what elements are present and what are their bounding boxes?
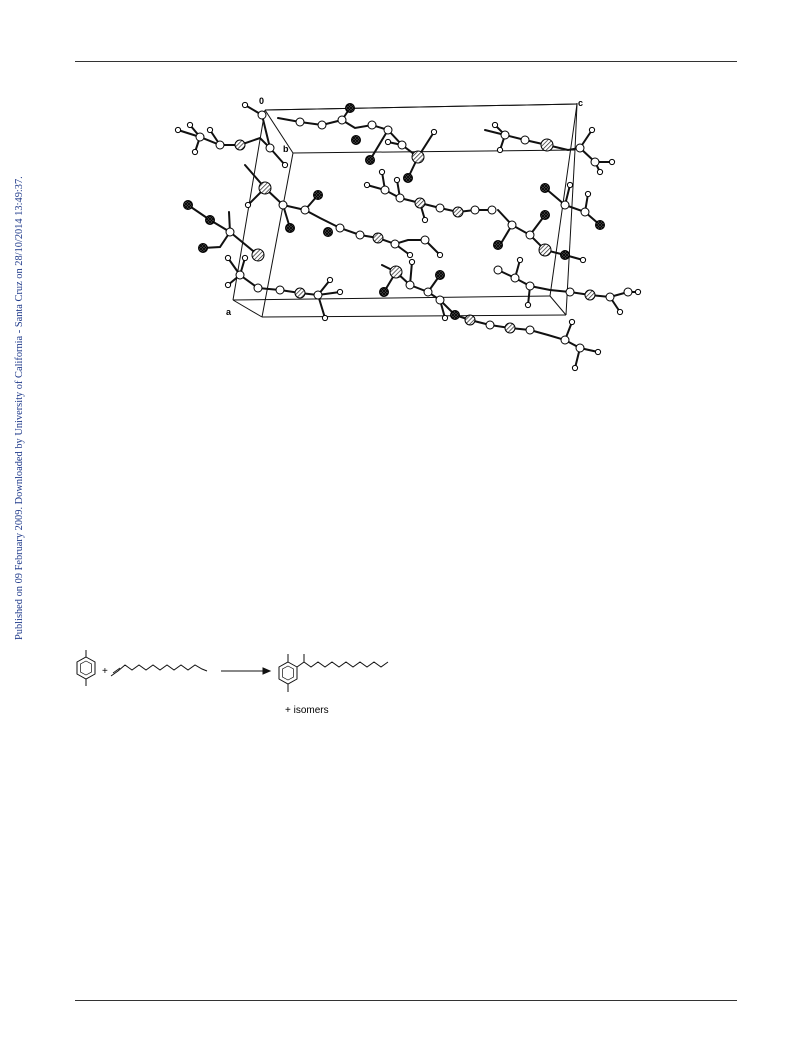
axis-label-c: c — [578, 98, 584, 108]
reaction-arrow — [221, 668, 270, 674]
reactant-plus-sign: + — [102, 666, 108, 677]
axis-label-b: b — [283, 144, 289, 154]
product-structure — [279, 654, 388, 692]
dodecene-structure — [111, 665, 207, 676]
crystal-packing-figure — [175, 96, 640, 371]
axis-label-origin: 0 — [259, 96, 265, 106]
molecular-bonds — [178, 105, 638, 368]
axis-label-a: a — [226, 307, 232, 317]
publication-link[interactable]: Published on 09 February 2009. Downloaded by University of California - Santa Cruz on 28/10/2014 13:49:37. — [14, 176, 25, 640]
reaction-scheme — [77, 650, 388, 716]
isomers-note: + isomers — [285, 705, 329, 716]
p-xylene-structure — [77, 650, 95, 686]
